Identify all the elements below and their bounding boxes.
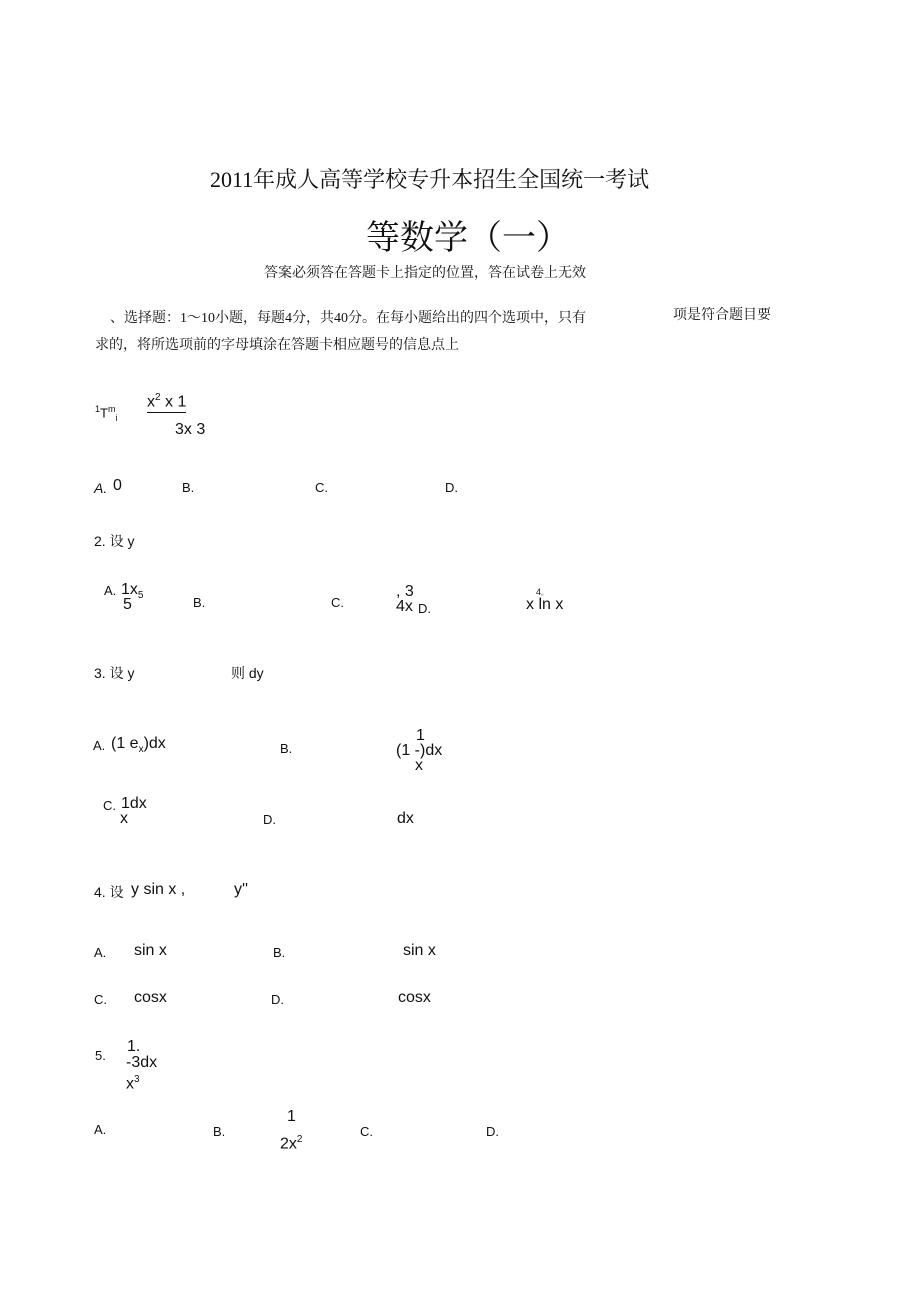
q5-integral-bottom-exp: 3: [134, 1074, 140, 1085]
q5-option-b-label: B.: [213, 1124, 226, 1139]
q2-option-c-top: , 3: [396, 583, 414, 600]
q4-option-c-label: C.: [94, 992, 107, 1007]
q1-option-b-label: B.: [182, 480, 195, 495]
q2-option-a-bottom: 5: [123, 596, 132, 613]
q3-option-c-top: 1dx: [121, 795, 147, 812]
q4-option-a-value: sin x: [134, 942, 167, 959]
q3-option-b-mid: (1 -)dx: [396, 742, 443, 759]
q5-integral-bottom-x: x: [126, 1075, 134, 1093]
q1-numerator-rest: x 1: [160, 393, 187, 411]
q3-stem: 3. 设 y: [94, 665, 135, 681]
q3-option-d-label: D.: [263, 812, 276, 827]
q4-option-b-value: sin x: [403, 942, 436, 959]
q2-stem: 2. 设 y: [94, 533, 135, 549]
q3-option-a-value-start: (1 e: [111, 735, 139, 752]
q1-limit-sub: m: [107, 404, 116, 414]
q2-option-c-label: C.: [331, 595, 344, 610]
q5-option-b-bottom: [280, 1134, 302, 1153]
q2-option-d-sup-dot: 。: [541, 590, 549, 597]
q3-option-a-value-end: )dx: [143, 735, 166, 752]
q2-option-d-label: D.: [418, 601, 431, 616]
q3-option-c-label: C.: [103, 798, 116, 813]
q1-limit-sub2: i: [115, 412, 118, 423]
q3-option-c-bottom: x: [120, 810, 128, 827]
q1-option-a-value: 0: [113, 477, 122, 494]
q2-option-d-sup-num: 4: [536, 587, 542, 597]
q1-limit-t: T: [100, 405, 108, 421]
q3-option-b-bottom: x: [415, 757, 423, 774]
subject-title: 等数学（一）: [366, 220, 570, 257]
q1-numerator-exp: 2: [155, 392, 161, 403]
section-intro-line1-tail: 项是符合题目要: [673, 308, 771, 323]
section-intro-line1: 、选择题：1〜10小题，每题4分，共40分。在每小题给出的四个选项中，只有: [110, 311, 586, 326]
q5-option-b-bottom-x: 2x: [280, 1135, 297, 1153]
q3-stem-tail: 则 dy: [231, 665, 264, 681]
q1-numerator: [147, 392, 186, 413]
q5-option-c-label: C.: [360, 1124, 373, 1139]
q2-option-d-value: x ln x: [526, 596, 564, 613]
q3-option-a-sub: x: [138, 744, 144, 756]
q4-option-c-value: cosx: [134, 989, 167, 1006]
q5-integral-top: 1.: [127, 1038, 141, 1055]
q1-denominator: 3x 3: [175, 421, 206, 438]
q1-limit-prefix: 1: [95, 404, 101, 414]
q1-numerator-x: x: [147, 393, 155, 411]
q3-option-a-label: A.: [93, 738, 106, 753]
q4-option-a-label: A.: [94, 945, 107, 960]
q3-option-a-value: [111, 735, 166, 755]
q5-integral-mid: -3dx: [126, 1054, 158, 1071]
q1-option-c-label: C.: [315, 480, 328, 495]
q3-option-b-label: B.: [280, 741, 293, 756]
q2-option-a-label: A.: [104, 583, 117, 598]
q2-option-a-top-text: 1x: [121, 581, 138, 598]
q4-option-d-value: cosx: [398, 989, 431, 1006]
q4-stem: 4. 设: [94, 884, 124, 900]
q3-option-d-value: dx: [397, 810, 414, 827]
section-intro-line2: 求的，将所选项前的字母填涂在答题卡相应题号的信息点上: [95, 338, 459, 353]
q2-option-a-top-sub: 5: [137, 590, 144, 602]
q5-option-b-bottom-exp: 2: [296, 1134, 303, 1145]
q1-limit-symbol: [95, 404, 117, 423]
q5-option-d-label: D.: [486, 1124, 499, 1139]
q4-stem-expr: y sin x ,: [131, 881, 186, 898]
exam-title: 2011年成人高等学校专升本招生全国统一考试: [210, 167, 650, 192]
q3-option-b-top: 1: [416, 727, 425, 744]
q5-option-b-top: 1: [287, 1108, 296, 1125]
q4-stem-tail: y'': [234, 881, 249, 898]
q5-stem: 5.: [95, 1048, 106, 1063]
q2-option-b-label: B.: [193, 595, 206, 610]
q4-option-b-label: B.: [273, 945, 286, 960]
q1-option-a-label: A.: [94, 480, 108, 496]
q5-option-a-label: A.: [94, 1122, 107, 1137]
q5-integral-bottom: [126, 1074, 140, 1093]
q4-option-d-label: D.: [271, 992, 284, 1007]
exam-notice: 答案必须答在答题卡上指定的位置，答在试卷上无效: [264, 266, 586, 281]
q1-option-d-label: D.: [445, 480, 458, 495]
q2-option-c-bottom: 4x: [396, 598, 413, 615]
